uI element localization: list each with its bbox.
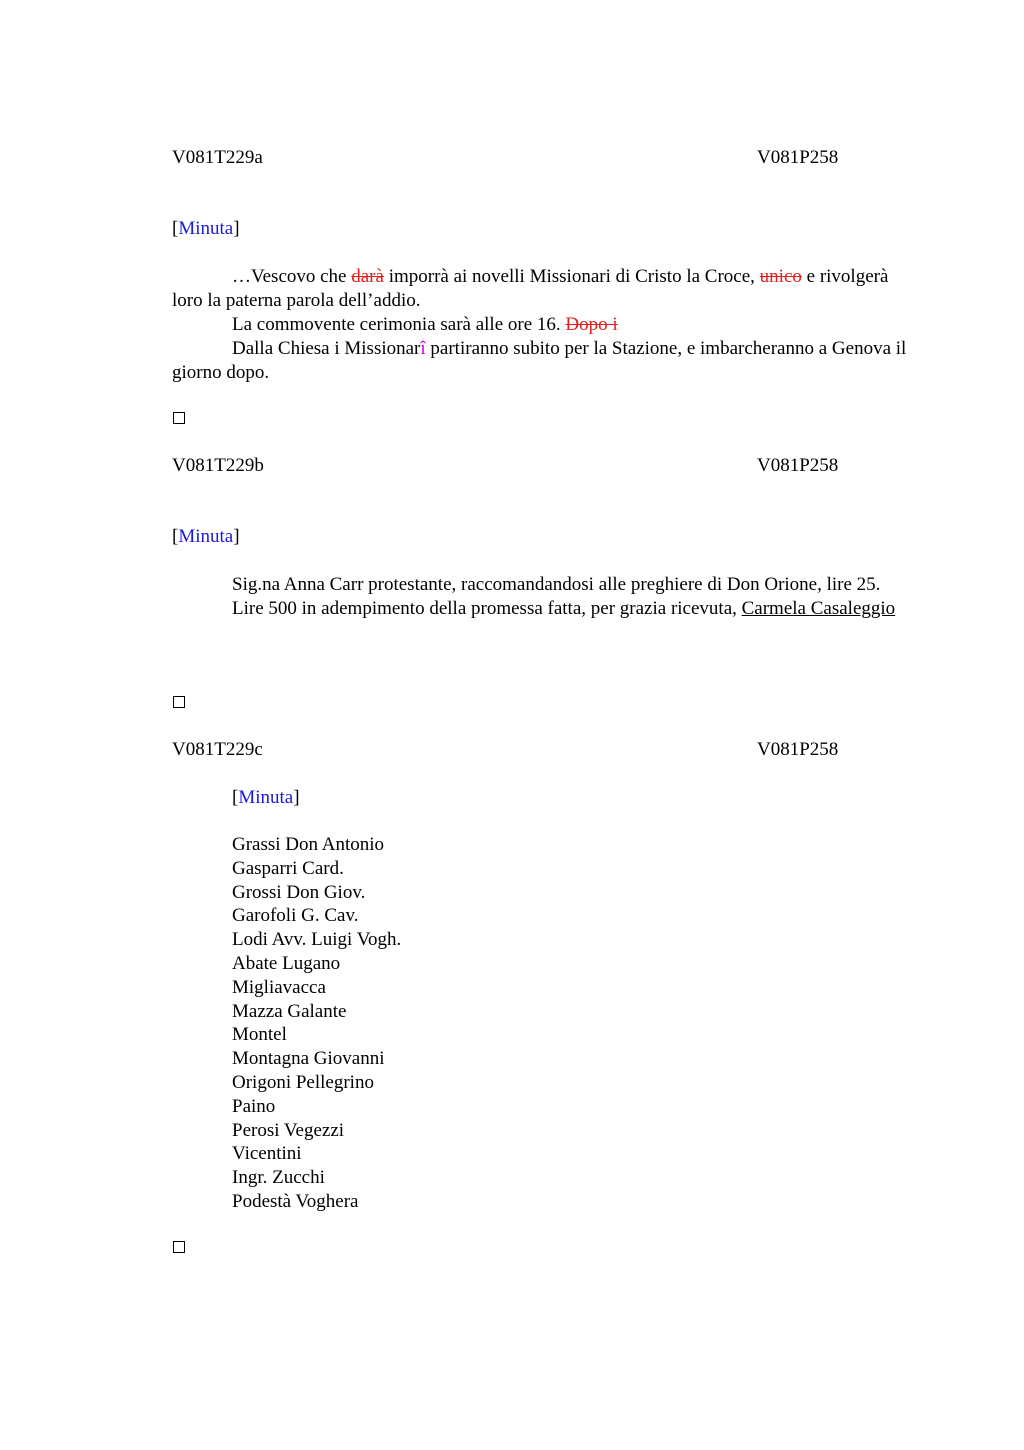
list-item: Mazza Galante bbox=[232, 1000, 347, 1022]
section-end-square-icon bbox=[173, 696, 185, 708]
section-a-paragraph-2: La commovente cerimonia sarà alle ore 16. Dopo i bbox=[232, 314, 618, 335]
list-item: Podestà Voghera bbox=[232, 1190, 359, 1212]
section-a-page-ref: V081P258 bbox=[757, 147, 839, 168]
list-item: Paino bbox=[232, 1095, 276, 1117]
section-b-page-ref: V081P258 bbox=[757, 455, 839, 476]
section-c-label-text: Minuta bbox=[238, 787, 294, 808]
list-item: Abate Lugano bbox=[232, 952, 341, 974]
list-item: Vicentini bbox=[232, 1143, 302, 1165]
deletion-mark: unico bbox=[759, 266, 802, 287]
section-c-id: V081T229c bbox=[172, 739, 263, 760]
list-item: Gasparri Card. bbox=[232, 857, 344, 879]
section-a-paragraph-3: Dalla Chiesa i Missionarî partiranno subito per la Stazione, e imbarcheranno a Genova il giorno dopo. bbox=[172, 338, 907, 383]
insertion-mark: î bbox=[420, 338, 426, 359]
section-a-id: V081T229a bbox=[172, 147, 263, 168]
section-a-paragraph-1: …Vescovo che darà imporrà ai novelli Missionari di Cristo la Croce, unico e rivolgerà loro la paterna parola dell’addio. bbox=[172, 266, 889, 311]
section-b-paragraph-1: Sig.na Anna Carr protestante, raccomandandosi alle preghiere di Don Orione, lire 25. bbox=[232, 574, 881, 595]
list-item: Origoni Pellegrino bbox=[232, 1071, 374, 1093]
list-item: Montel bbox=[232, 1024, 287, 1046]
section-a-body bbox=[172, 265, 912, 385]
section-b-body bbox=[172, 573, 912, 621]
section-c-label: [Minuta] bbox=[232, 787, 300, 808]
deletion-mark: Dopo i bbox=[565, 314, 618, 335]
list-item: Ingr. Zucchi bbox=[232, 1167, 325, 1189]
list-item: Perosi Vegezzi bbox=[232, 1119, 345, 1141]
section-a-label-text: Minuta bbox=[178, 218, 234, 239]
section-b-paragraph-2: Lire 500 in adempimento della promessa fatta, per grazia ricevuta, Carmela Casaleggio bbox=[232, 598, 896, 619]
list-item: Garofoli G. Cav. bbox=[232, 905, 359, 927]
section-b-label-text: Minuta bbox=[178, 526, 234, 547]
section-b-id: V081T229b bbox=[172, 455, 264, 476]
underlined-name: Carmela Casaleggio bbox=[741, 598, 896, 619]
list-item: Migliavacca bbox=[232, 976, 326, 998]
section-b-label: [Minuta] bbox=[172, 526, 240, 547]
list-item: Lodi Avv. Luigi Vogh. bbox=[232, 929, 402, 951]
list-item: Grossi Don Giov. bbox=[232, 881, 366, 903]
list-item: Montagna Giovanni bbox=[232, 1048, 385, 1070]
section-end-square-icon bbox=[173, 412, 185, 424]
section-a-label: [Minuta] bbox=[172, 218, 240, 239]
names-list bbox=[232, 833, 401, 1214]
section-c-page-ref: V081P258 bbox=[757, 739, 839, 760]
section-end-square-icon bbox=[173, 1241, 185, 1253]
list-item: Grassi Don Antonio bbox=[232, 834, 384, 855]
deletion-mark: darà bbox=[351, 266, 384, 287]
